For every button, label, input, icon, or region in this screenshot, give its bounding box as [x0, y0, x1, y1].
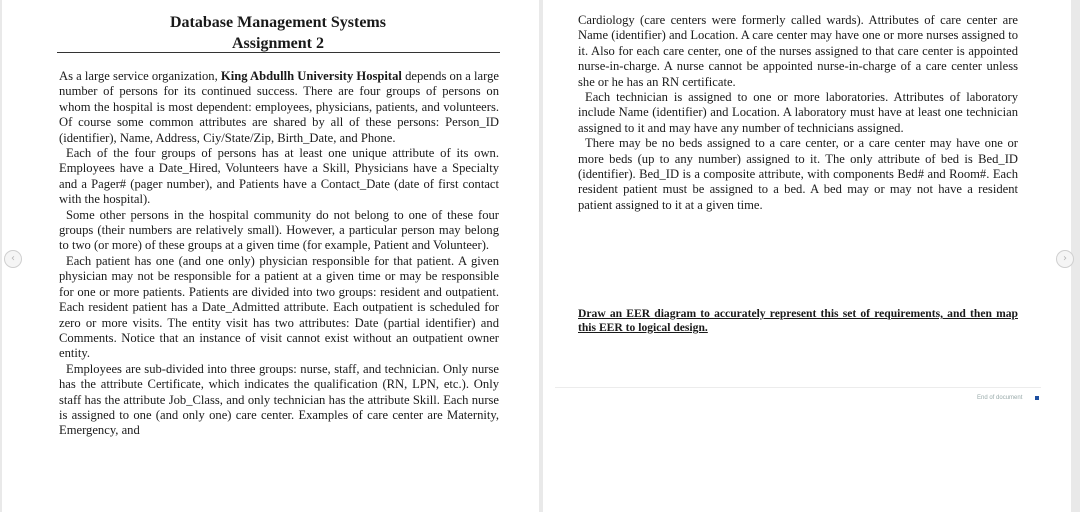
previous-page-button[interactable]	[4, 250, 22, 268]
document-page-left	[2, 0, 539, 512]
paragraph-groups: Each of the four groups of persons has at least one unique attribute of its own. Employees have a Date_Hired, Volunteers have a Skill, Physicians have a Specialty and a Pager# (pager number), and Patients have a Contact_Date (date of first contact with the hospital).	[59, 146, 499, 207]
next-page-button[interactable]	[1056, 250, 1074, 268]
paragraph-patients: Each patient has one (and one only) physician responsible for that patient. A given physician may not be responsible for a patient at a given time or may be responsible for one or more patients. Patients are divided into two groups: resident and outpatient. Each resident patient has a Date_Admitted attribute. Each outpatient is scheduled for zero or more visits. The entity visit has two attributes: Date (partial identifier) and Comments. Notice that an instance of visit cannot exist without an outpatient owner entity.	[59, 253, 499, 361]
document-page-right	[543, 0, 1071, 512]
course-title: Database Management Systems	[170, 14, 386, 31]
end-marker-icon	[1035, 396, 1039, 400]
end-of-document-label: End of document	[977, 395, 1023, 401]
paragraph-technician: Each technician is assigned to one or more laboratories. Attributes of laboratory include Name (identifier) and Location. A laboratory must have at least one technician assigned to it and may have any number of technicians assigned.	[578, 90, 1018, 135]
task-instruction: Draw an EER diagram to accurately represent this set of requirements, and then map this EER to logical design.	[578, 307, 1018, 334]
hospital-name: King Abdullh University Hospital	[220, 69, 402, 83]
paragraph-other-persons: Some other persons in the hospital community do not belong to one of these four groups (their numbers are relatively small). However, a particular person may belong to two (or more) of these groups at a given time (for example, Patient and Volunteer).	[59, 207, 499, 253]
chevron-right-icon: ›	[1063, 253, 1067, 264]
title-divider	[57, 52, 500, 53]
assignment-title: Assignment 2	[231, 35, 324, 52]
paragraph-intro: As a large service organization, King Abdullh University Hospital depends on a large number of persons for its continued success. There are four groups of persons on whom the hospital is most dependent: employees, physicians, patients, and volunteers. Of course some common attributes are shared by all of these persons: Person_ID (identifier), Name, Address, Ciy/State/Zip, Birth_Date, and Phone.	[59, 69, 499, 145]
paragraph-employees: Employees are sub-divided into three groups: nurse, staff, and technician. Only nurse has the attribute Certificate, which indicates the qualification (RN, LPN, etc.). Only staff has the attribute Job_Class, and only technician has the attribute Skill. Each nurse is assigned to one (and only one) care center. Examples of care center are Maternity, Emergency, and	[59, 361, 499, 438]
chevron-left-icon: ‹	[11, 253, 15, 264]
document-title	[2, 12, 554, 54]
right-column-text	[578, 13, 1018, 213]
end-divider	[555, 387, 1041, 388]
paragraph-care-center: Cardiology (care centers were formerly called wards). Attributes of care center are Name (identifier) and Location. A care center may have one or more nurses assigned to it. Also for each care center, one of the nurses assigned to that care center is appointed nurse-in-charge. A nurse cannot be appointed nurse-in-charge of a care center unless she or he has an RN certificate.	[578, 13, 1018, 89]
paragraph-beds: There may be no beds assigned to a care center, or a care center may have one or more beds (up to any number) assigned to it. The only attribute of bed is Bed_ID (identifier). Bed_ID is a composite attribute, with components Bed# and Room#. Each resident patient must be assigned to a bed. A bed may or may not have a resident patient assigned to it at a given time.	[578, 136, 1018, 212]
left-column-text	[59, 69, 499, 439]
